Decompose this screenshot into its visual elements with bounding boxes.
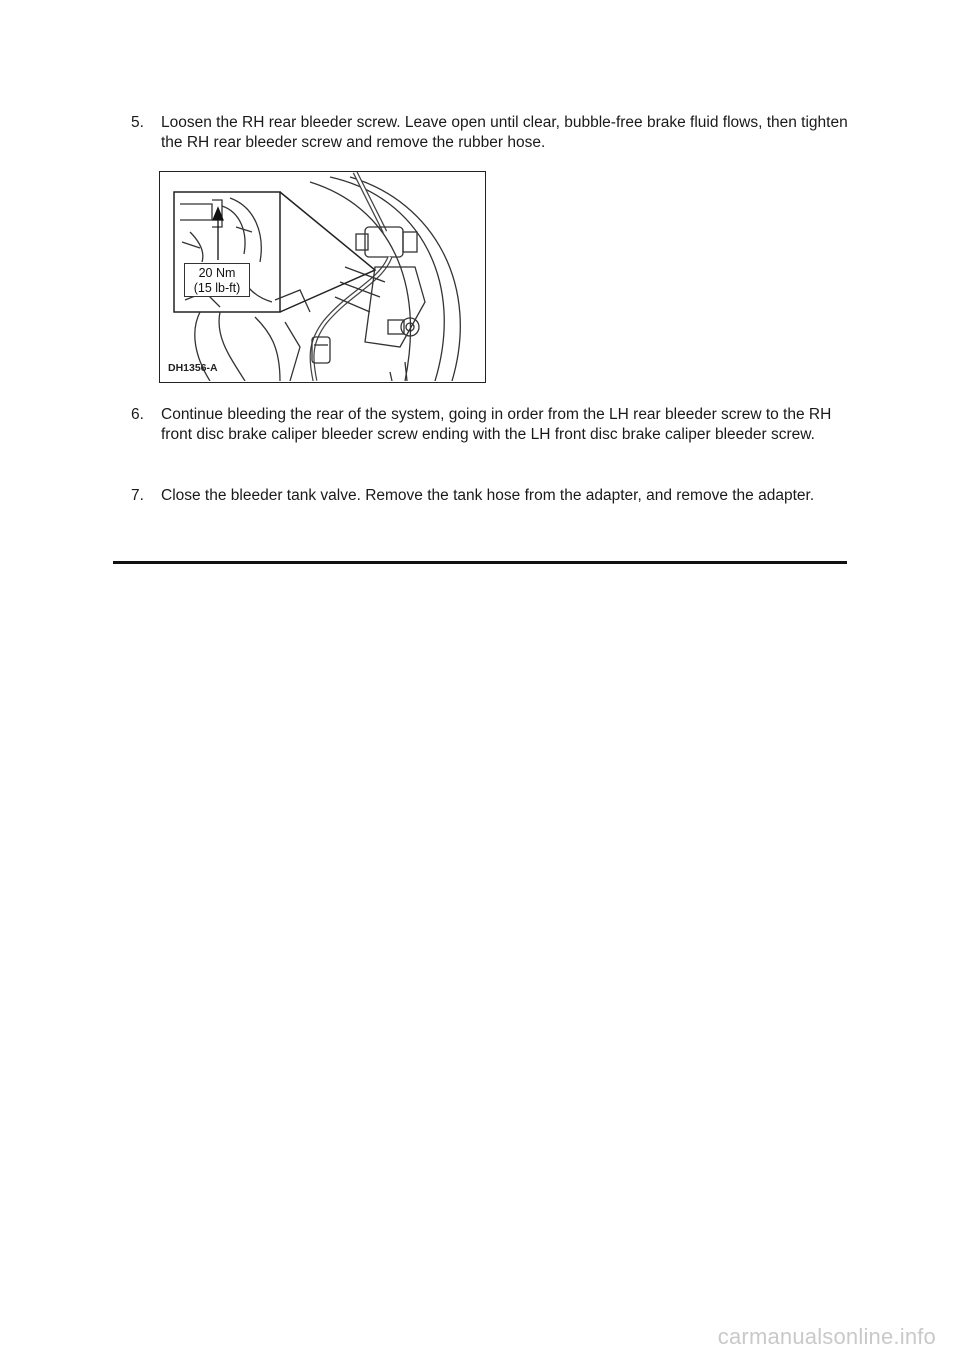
step-7 [131,486,851,506]
step-text: Loosen the RH rear bleeder screw. Leave open until clear, bubble-free brake fluid flows, then tighten the RH rear bleeder screw and remove the rubber hose. [161,114,848,151]
figure-id-label: DH1356-A [168,362,218,374]
step-number: 5. [131,114,144,131]
step-number: 7. [131,487,144,504]
bleeder-screw-illustration [159,171,486,383]
watermark: carmanualsonline.info [717,1324,936,1349]
step-6 [131,405,851,445]
step-5 [131,113,851,153]
section-divider [113,561,847,564]
step-text: Continue bleeding the rear of the system, going in order from the LH rear bleeder screw to the RH front disc brake caliper bleeder screw ending with the LH front disc brake caliper bleeder screw. [161,406,832,443]
step-number: 6. [131,406,144,423]
torque-nm: 20 Nm [198,266,236,280]
torque-spec-callout [184,263,250,297]
torque-lbft: (15 lb-ft) [193,281,241,295]
step-text: Close the bleeder tank valve. Remove the tank hose from the adapter, and remove the adapter. [161,487,815,504]
